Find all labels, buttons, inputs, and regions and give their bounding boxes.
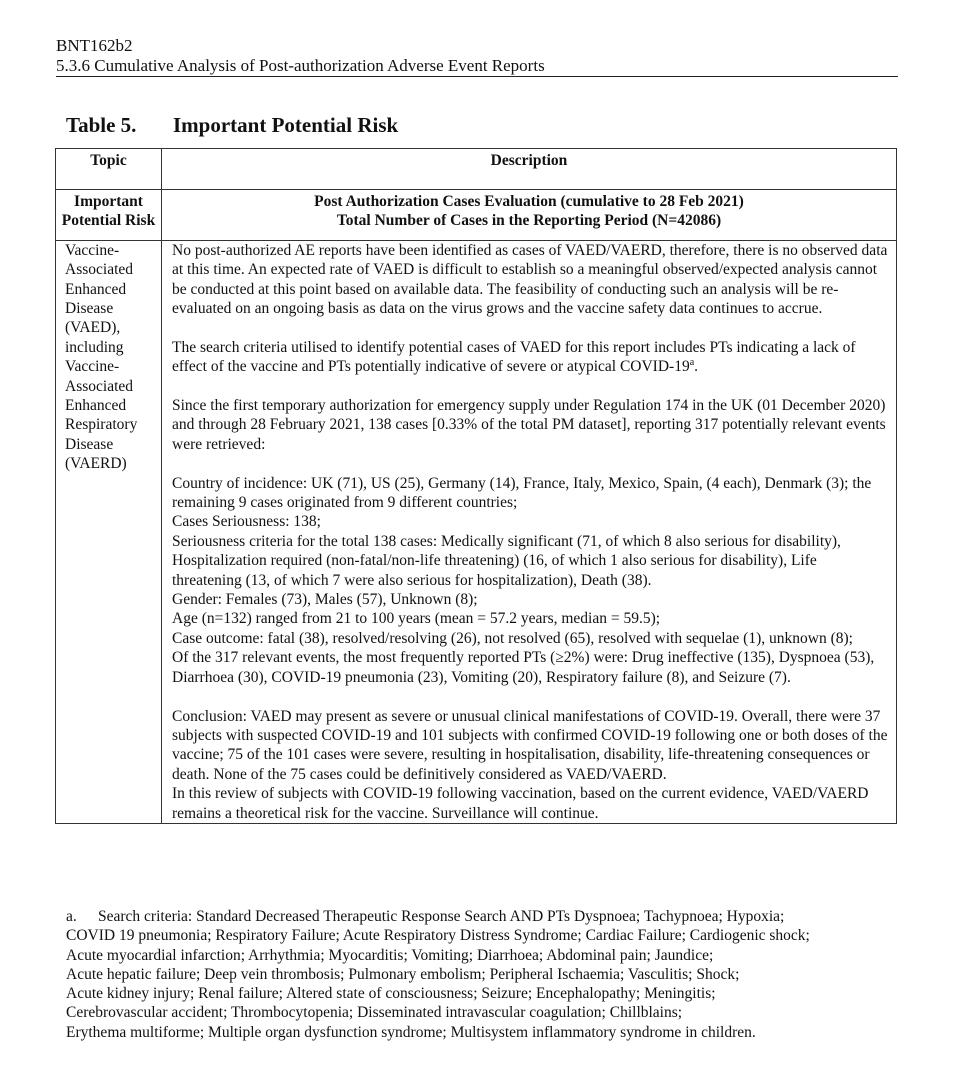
section-title: 5.3.6 Cumulative Analysis of Post-authorization Adverse Event Reports — [56, 56, 545, 75]
risk-table — [55, 148, 897, 824]
conclusion-text: Conclusion: VAED may present as severe or unusual clinical manifestations of COVID-19. Overall, there were 37 subjects with suspected COVID-19 and 101 subjects with confirmed COVID-19 following one or both doses of the vaccine; 75 of the 101 cases were severe, resulting in hospitalisation, disability, life-threatening consequences or death. None of the 75 cases could be definitively considered as VAED/VAERD. — [172, 707, 888, 783]
closing-text: In this review of subjects with COVID-19 following vaccination, based on the current evidence, VAED/VAERD remains a theoretical risk for the vaccine. Surveillance will continue. — [172, 785, 869, 822]
footnote-reference: a — [689, 357, 695, 369]
footnote-mark: a. — [66, 908, 77, 925]
content-row — [56, 240, 897, 823]
topic-line: Disease — [65, 300, 114, 318]
topic-line: Associated — [65, 261, 134, 279]
subheader-row — [56, 190, 897, 241]
detail-age: Age (n=132) ranged from 21 to 100 years (mean = 57.2 years, median = 59.5); — [172, 610, 661, 628]
paragraph-cases-retrieved: Since the first temporary authorization for emergency supply under Regulation 174 in the UK (01 December 2020) and through 28 February 2021, 138 cases [0.33% of the total PM dataset], reporting 317 potentially relevant events were retrieved: — [172, 397, 886, 453]
footnote-line: Cerebrovascular accident; Thrombocytopenia; Disseminated intravascular coagulation; Chillblains; — [66, 1004, 683, 1022]
subheader-line-1: Post Authorization Cases Evaluation (cumulative to 28 Feb 2021) — [314, 193, 744, 210]
table-title: Important Potential Risk — [173, 113, 399, 137]
topic-cell — [56, 240, 162, 823]
footnote-line: Acute kidney injury; Renal failure; Altered state of consciousness; Seizure; Encephalopathy; Meningitis; — [66, 985, 716, 1003]
detail-country: Country of incidence: UK (71), US (25), Germany (14), France, Italy, Mexico, Spain, (4 each), Denmark (3); the remaining 9 cases originated from 9 different countries; — [172, 474, 872, 512]
search-criteria-end: . — [694, 358, 699, 376]
search-criteria-text: The search criteria utilised to identify potential cases of VAED for this report includes PTs indicating a lack of effect of the vaccine and PTs potentially indicative of severe or atypical COVID-19 — [172, 338, 856, 376]
topic-line: Vaccine- — [65, 358, 120, 376]
document-header — [56, 36, 898, 77]
topic-line: Associated — [65, 377, 134, 395]
detail-seriousness: Cases Seriousness: 138; — [172, 513, 321, 531]
column-header-topic: Topic — [56, 149, 162, 190]
topic-line: including — [65, 338, 124, 356]
conclusion-block — [172, 707, 890, 823]
detail-seriousness-criteria: Seriousness criteria for the total 138 cases: Medically significant (71, of which 8 also serious for disability), Hospitalization required (non-fatal/non-life threatening) (16, of which 1 also serious for disability), Life threatening (13, of which 7 were also serious for hospitalization), Death (38). — [172, 532, 841, 589]
footnote-line: COVID 19 pneumonia; Respiratory Failure; Acute Respiratory Distress Syndrome; Cardiac Failure; Cardiogenic shock; — [66, 927, 810, 945]
table-number: Table 5. — [66, 113, 137, 137]
table-header-row — [56, 149, 897, 190]
footnote — [66, 907, 916, 1042]
subheader-topic: Important Potential Risk — [56, 190, 162, 241]
footnote-line: Search criteria: Standard Decreased Therapeutic Response Search AND PTs Dyspnoea; Tachypnoea; Hypoxia; — [98, 908, 785, 925]
description-cell — [162, 240, 897, 823]
detail-outcome: Case outcome: fatal (38), resolved/resolving (26), not resolved (65), resolved with sequelae (1), unknown (8); — [172, 629, 853, 647]
topic-line: (VAERD) — [65, 455, 127, 473]
subheader-description — [162, 190, 897, 241]
paragraph-no-reports: No post-authorized AE reports have been identified as cases of VAED/VAERD, therefore, there is no observed data at this time. An expected rate of VAED is difficult to establish so a meaningful observed/expected analysis cannot be conducted at this point based on available data. The feasibility of conducting such an analysis will be re-evaluated on an ongoing basis as data on the virus grows and the vaccine safety data continues to accrue. — [172, 241, 888, 318]
subheader-line-2: Total Number of Cases in the Reporting Period (N=42086) — [336, 212, 722, 230]
topic-line: Enhanced — [65, 397, 127, 415]
topic-line: Respiratory — [65, 416, 138, 434]
table-caption — [66, 113, 398, 138]
footnote-line: Acute myocardial infarction; Arrhythmia; Myocarditis; Vomiting; Diarrhoea; Abdominal pain; Jaundice; — [66, 946, 714, 964]
topic-line: Vaccine- — [65, 241, 120, 259]
product-name: BNT162b2 — [56, 36, 133, 55]
detail-frequent-pts: Of the 317 relevant events, the most frequently reported PTs (≥2%) were: Drug ineffective (135), Dyspnoea (53), Diarrhoea (30), COVID-19 pneumonia (23), Vomiting (20), Respiratory failure (8), and Seizure (7). — [172, 649, 875, 686]
topic-line: (VAED), — [65, 319, 121, 337]
topic-line: Enhanced — [65, 280, 127, 298]
column-header-description: Description — [162, 149, 897, 190]
paragraph-search-criteria — [172, 338, 890, 377]
case-details — [172, 474, 890, 687]
detail-gender: Gender: Females (73), Males (57), Unknown (8); — [172, 591, 478, 609]
topic-line: Disease — [65, 435, 114, 453]
footnote-line: Acute hepatic failure; Deep vein thrombosis; Pulmonary embolism; Peripheral Ischaemia; Vasculitis; Shock; — [66, 965, 740, 983]
footnote-line: Erythema multiforme; Multiple organ dysfunction syndrome; Multisystem inflammatory syndrome in children. — [66, 1023, 756, 1041]
